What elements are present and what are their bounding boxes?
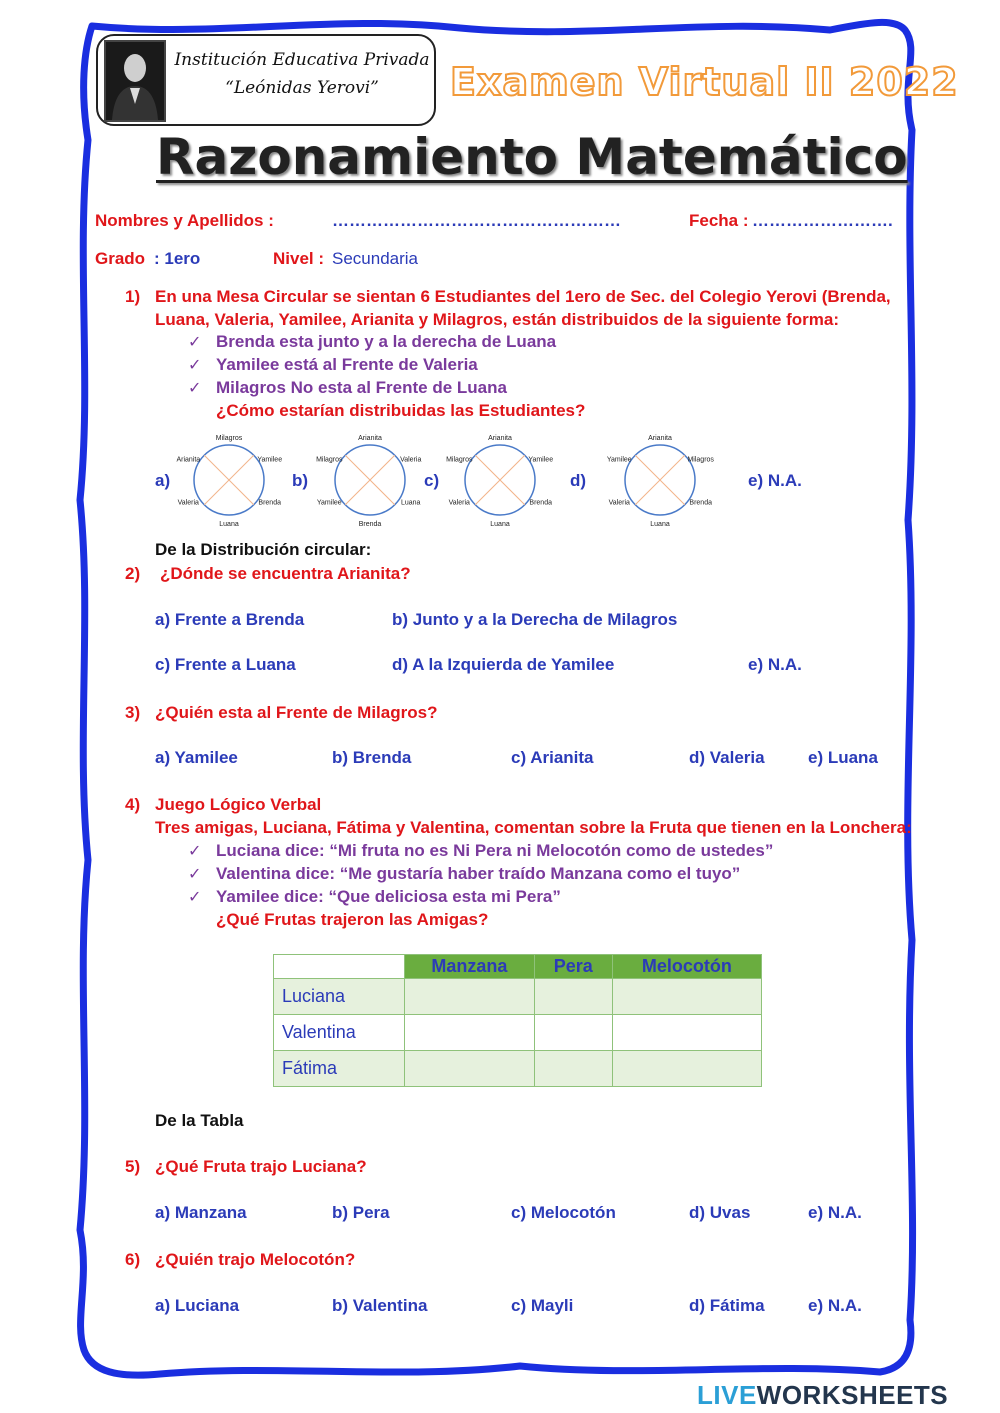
- q4-question: ¿Qué Frutas trajeron las Amigas?: [216, 910, 489, 929]
- q1-text-line2: Luana, Valeria, Yamilee, Arianita y Milagros, están distribuidos de la siguiente forma:: [155, 310, 839, 329]
- fruit-table: [273, 954, 762, 1087]
- table-row: [274, 979, 762, 1015]
- seat-label: Luana: [490, 521, 510, 528]
- q6-option-c[interactable]: c) Mayli: [511, 1296, 574, 1315]
- seat-label: Yamilee: [528, 456, 554, 464]
- names-label: Nombres y Apellidos :: [95, 211, 274, 230]
- table-cell[interactable]: [534, 979, 612, 1015]
- check-icon: ✓: [188, 889, 202, 906]
- q2-option-e[interactable]: e) N.A.: [748, 655, 802, 674]
- q6-number: 6): [125, 1250, 141, 1269]
- check-icon: ✓: [188, 866, 202, 883]
- q1-question: ¿Cómo estarían distribuidas las Estudiantes?: [216, 401, 586, 420]
- institution-line2: “Leónidas Yerovi”: [225, 78, 379, 98]
- table-cell[interactable]: [405, 1015, 535, 1051]
- table-cell[interactable]: [534, 1015, 612, 1051]
- seat-label: Arianita: [176, 456, 201, 464]
- seat-label: Brenda: [529, 499, 552, 507]
- q3-option-a[interactable]: a) Yamilee: [155, 748, 238, 767]
- table-cell[interactable]: [405, 1051, 535, 1087]
- subject-title: Razonamiento Matemático: [156, 128, 908, 186]
- q2-text: ¿Dónde se encuentra Arianita?: [160, 564, 411, 583]
- table-cell[interactable]: [405, 979, 535, 1015]
- table-corner: [274, 955, 405, 979]
- seat-label: Valeria: [608, 499, 630, 507]
- q1-option-b-label[interactable]: b): [292, 471, 309, 490]
- date-input[interactable]: …………………….: [752, 211, 893, 230]
- check-icon: ✓: [188, 843, 202, 860]
- level-value: Secundaria: [332, 249, 419, 268]
- exam-title: Examen Virtual II 2022: [450, 60, 959, 104]
- q2-option-d[interactable]: d) A la Izquierda de Yamilee: [392, 655, 615, 674]
- seat-label: Luana: [400, 499, 421, 507]
- grade-label: Grado: [95, 249, 146, 268]
- q1-option-d-label[interactable]: d): [570, 471, 587, 490]
- table-header: Manzana: [405, 955, 535, 979]
- q1-option-e[interactable]: e) N.A.: [748, 471, 802, 490]
- seat-label: Luana: [219, 521, 239, 528]
- q5-number: 5): [125, 1157, 141, 1176]
- seating-circle: [316, 435, 421, 528]
- grade-value: : 1ero: [154, 249, 201, 268]
- q3-option-c[interactable]: c) Arianita: [511, 748, 594, 767]
- check-icon: ✓: [188, 380, 202, 397]
- q3-text: ¿Quién esta al Frente de Milagros?: [155, 703, 438, 722]
- q4-number: 4): [125, 795, 141, 814]
- seat-label: Brenda: [258, 499, 281, 507]
- q5-option-e[interactable]: e) N.A.: [808, 1203, 862, 1222]
- q3-option-e[interactable]: e) Luana: [808, 748, 878, 767]
- seat-label: Yamilee: [316, 499, 342, 507]
- q4-clue: Luciana dice: “Mi fruta no es Ni Pera ni Melocotón como de ustedes”: [216, 841, 774, 860]
- seat-label: Milagros: [316, 456, 343, 464]
- table-cell[interactable]: [534, 1051, 612, 1087]
- q4-title: Juego Lógico Verbal: [155, 795, 322, 814]
- q1-clue: Milagros No esta al Frente de Luana: [216, 378, 507, 397]
- names-input[interactable]: ……………………………………………: [332, 211, 621, 230]
- section-table: De la Tabla: [155, 1111, 244, 1130]
- q3-option-b[interactable]: b) Brenda: [332, 748, 412, 767]
- q5-text: ¿Qué Fruta trajo Luciana?: [155, 1157, 367, 1176]
- check-icon: ✓: [188, 334, 202, 351]
- seat-label: Yamilee: [606, 456, 632, 464]
- institution-name: [172, 46, 432, 102]
- seat-label: Arianita: [358, 435, 382, 442]
- check-icon: ✓: [188, 357, 202, 374]
- logo-suffix: WORKSHEETS: [756, 1380, 949, 1410]
- q5-option-b[interactable]: b) Pera: [332, 1203, 390, 1222]
- q3-number: 3): [125, 703, 141, 722]
- logo-prefix: LIVE: [697, 1380, 757, 1410]
- q6-option-b[interactable]: b) Valentina: [332, 1296, 428, 1315]
- seat-label: Valeria: [400, 456, 422, 464]
- seat-label: Arianita: [488, 435, 512, 442]
- table-row: [274, 1015, 762, 1051]
- table-header: Melocotón: [612, 955, 761, 979]
- table-header: Pera: [534, 955, 612, 979]
- level-label: Nivel :: [273, 249, 325, 268]
- q6-option-d[interactable]: d) Fátima: [689, 1296, 765, 1315]
- q1-clue: Brenda esta junto y a la derecha de Luana: [216, 332, 557, 351]
- seat-label: Milagros: [446, 456, 473, 464]
- institution-line1: Institución Educativa Privada: [174, 50, 430, 70]
- table-row-name: Valentina: [274, 1015, 405, 1051]
- seat-label: Luana: [650, 521, 670, 528]
- seating-circle: [446, 435, 553, 528]
- q5-option-d[interactable]: d) Uvas: [689, 1203, 751, 1222]
- q1-option-a-label[interactable]: a): [155, 471, 171, 490]
- seat-label: Yamilee: [257, 456, 283, 464]
- q1-option-c-label[interactable]: c): [424, 471, 440, 490]
- q3-option-d[interactable]: d) Valeria: [689, 748, 765, 767]
- seating-circle: [607, 435, 715, 528]
- date-label: Fecha :: [689, 211, 749, 230]
- q2-number: 2): [125, 564, 141, 583]
- q6-option-e[interactable]: e) N.A.: [808, 1296, 862, 1315]
- q1-clue: Yamilee está al Frente de Valeria: [216, 355, 478, 374]
- seat-label: Valeria: [448, 499, 470, 507]
- q4-text: Tres amigas, Luciana, Fátima y Valentina, comentan sobre la Fruta que tienen en la Lonchera:: [155, 818, 912, 837]
- table-row-name: Fátima: [274, 1051, 405, 1087]
- seat-label: Milagros: [687, 456, 714, 464]
- liveworksheets-logo: [697, 1380, 948, 1411]
- founder-portrait: [104, 40, 166, 122]
- table-cell[interactable]: [612, 979, 761, 1015]
- q2-option-a[interactable]: a) Frente a Brenda: [155, 610, 305, 629]
- q2-option-c[interactable]: c) Frente a Luana: [155, 655, 296, 674]
- q1-text-line1: En una Mesa Circular se sientan 6 Estudiantes del 1ero de Sec. del Colegio Yerovi (Brenda,: [155, 287, 891, 306]
- q1-number: 1): [125, 287, 141, 306]
- table-row-name: Luciana: [274, 979, 405, 1015]
- q4-clue: Yamilee dice: “Que deliciosa esta mi Pera”: [216, 887, 561, 906]
- q6-option-a[interactable]: a) Luciana: [155, 1296, 240, 1315]
- table-cell[interactable]: [612, 1015, 761, 1051]
- seat-label: Valeria: [177, 499, 199, 507]
- q2-option-b[interactable]: b) Junto y a la Derecha de Milagros: [392, 610, 678, 629]
- seating-diagrams: [176, 435, 740, 530]
- q4-clue: Valentina dice: “Me gustaría haber traído Manzana como el tuyo”: [216, 864, 741, 883]
- q5-option-c[interactable]: c) Melocotón: [511, 1203, 616, 1222]
- section-circular: De la Distribución circular:: [155, 540, 372, 559]
- seating-circle: [176, 435, 282, 528]
- q6-text: ¿Quién trajo Melocotón?: [155, 1250, 356, 1269]
- seat-label: Brenda: [358, 521, 382, 528]
- seat-label: Milagros: [215, 435, 243, 442]
- seat-label: Brenda: [689, 499, 712, 507]
- table-cell[interactable]: [612, 1051, 761, 1087]
- table-row: [274, 1051, 762, 1087]
- q5-option-a[interactable]: a) Manzana: [155, 1203, 247, 1222]
- seat-label: Arianita: [648, 435, 672, 442]
